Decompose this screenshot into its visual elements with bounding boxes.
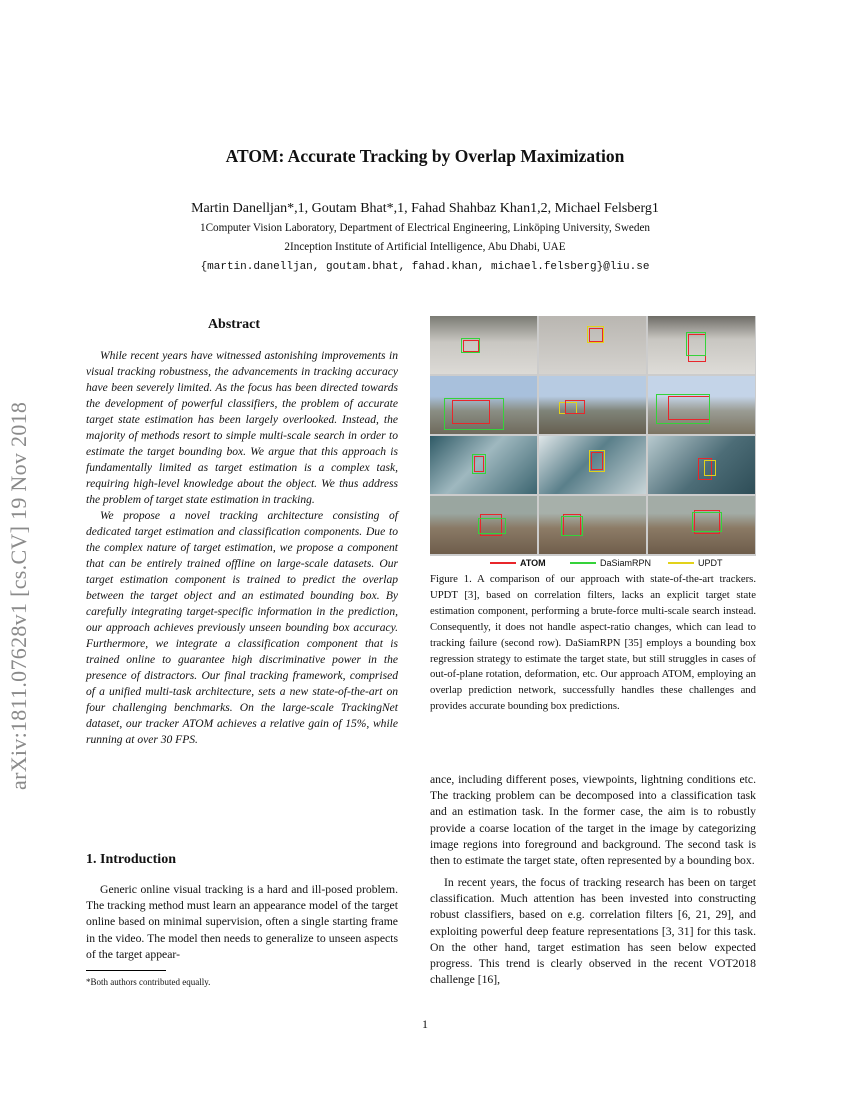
frame-r3c1 <box>430 436 537 494</box>
frame-r3c2 <box>539 436 646 494</box>
frame-r3c3 <box>648 436 755 494</box>
legend-line-atom <box>490 562 516 564</box>
frame-r4c2 <box>539 496 646 554</box>
author-emails: {martin.danelljan, goutam.bhat, fahad.khan, michael.felsberg}@liu.se <box>200 261 650 273</box>
frame-r2c1 <box>430 376 537 434</box>
figure-legend <box>430 558 756 572</box>
affiliation-1: 1Computer Vision Laboratory, Department of Electrical Engineering, Linköping University, Sweden <box>199 222 651 234</box>
abstract-paragraph-1: While recent years have witnessed astonishing improvements in visual tracking robustness, the advancements in tracking accuracy have been severely limited. As the focus has been directed towards the development of powerful classifiers, the problem of accurate target state estimation has been largely overlooked. Instead, the majority of methods resort to simple multi-scale search in order to estimate the target bounding box. We argue that this approach is fundamentally limited as target estimation is a complex task, requiring high-level knowledge about the object. We thus address the problem of target state estimation in tracking. <box>86 350 398 506</box>
abstract-heading: Abstract <box>207 317 261 332</box>
footnote-rule <box>86 970 166 971</box>
figure-1-image-grid <box>430 316 756 556</box>
frame-r1c3 <box>648 316 755 374</box>
intro-paragraph-1: Generic online visual tracking is a hard and ill-posed problem. The tracking method must learn an appearance model of the target online based on minimal supervision, often a single starting frame in the video. The model then needs to generalize to unseen aspects of the target appear- <box>86 883 398 961</box>
affiliation-2: 2Inception Institute of Artificial Intelligence, Abu Dhabi, UAE <box>284 241 566 253</box>
legend-label-atom: ATOM <box>520 558 546 568</box>
figure-caption: Figure 1. A comparison of our approach with state-of-the-art trackers. UPDT [3], based on correlation filters, lacks an explicit target state estimation component, performing a brute-force multi-scale search instead. Consequently, it does not handle aspect-ratio changes, which can lead to tracking failure (second row). DaSiamRPN [35] employs a bounding box regression strategy to estimate the target state, but still struggles in cases of out-of-plane rotation, deformation, etc. Our approach ATOM, employing an overlap prediction network, successfully handles these challenges and provides accurate bounding box predictions. <box>430 573 756 713</box>
intro-paragraph-2: In recent years, the focus of tracking research has been on target classification. Much attention has been invested into constructing robust classifiers, based on e.g. correlation filters [6, 21, 29], and exploiting powerful deep feature representations [3, 31] for this task. On the other hand, target estimation has seen below expected progress. This trend is clearly observed in the recent VOT2018 challenge [16], <box>430 876 756 987</box>
abstract-paragraph-2: We propose a novel tracking architecture consisting of dedicated target estimation and classification components. Due to the complex nature of target estimation, we propose a component that can be entirely trained offline on large-scale datasets. Our target estimation component is trained to predict the overlap between the target object and an estimated bounding box. By carefully integrating target-specific information in the prediction, our approach achieves previously unseen bounding box accuracy. Furthermore, we integrate a classification component that is trained online to guarantee high discriminative power in the presence of distractors. Our final tracking framework, comprised of a unified multi-task architecture, sets a new state-of-the-art on four challenging benchmarks. On the large-scale TrackingNet dataset, our tracker ATOM achieves a relative gain of 15%, while running at over 30 FPS. <box>86 510 398 746</box>
frame-r4c3 <box>648 496 755 554</box>
frame-r2c2 <box>539 376 646 434</box>
legend-label-updt: UPDT <box>698 558 723 568</box>
paper-title: ATOM: Accurate Tracking by Overlap Maximization <box>225 146 625 166</box>
footnote: *Both authors contributed equally. <box>86 977 211 987</box>
legend-line-updt <box>668 562 694 564</box>
legend-item-updt <box>668 558 723 568</box>
authors-text: Martin Danelljan*,1, Goutam Bhat*,1, Fahad Shahbaz Khan1,2, Michael Felsberg1 <box>191 201 659 216</box>
legend-line-dasiamrpn <box>570 562 596 564</box>
legend-label-dasiamrpn: DaSiamRPN <box>600 558 652 568</box>
arxiv-side-label: arXiv:1811.07628v1 [cs.CV] 19 Nov 2018 <box>6 401 31 790</box>
frame-r1c1 <box>430 316 537 374</box>
legend-item-atom <box>490 558 546 568</box>
frame-r1c2 <box>539 316 646 374</box>
section-heading-introduction: 1. Introduction <box>86 852 176 867</box>
frame-r4c1 <box>430 496 537 554</box>
legend-item-dasiamrpn <box>570 558 651 568</box>
author-list <box>0 201 850 217</box>
page-number: 1 <box>422 1017 428 1031</box>
intro-paragraph-1-continued: ance, including different poses, viewpoints, lightning conditions etc. The tracking problem can be decomposed into a classification task and an estimation task. In the former case, the aim is to robustly provide a coarse location of the target in the image by categorizing image regions into foreground and background. The second task is then to estimate the target state, often represented by a bounding box. <box>430 773 756 868</box>
frame-r2c3 <box>648 376 755 434</box>
abstract-body <box>86 348 398 748</box>
